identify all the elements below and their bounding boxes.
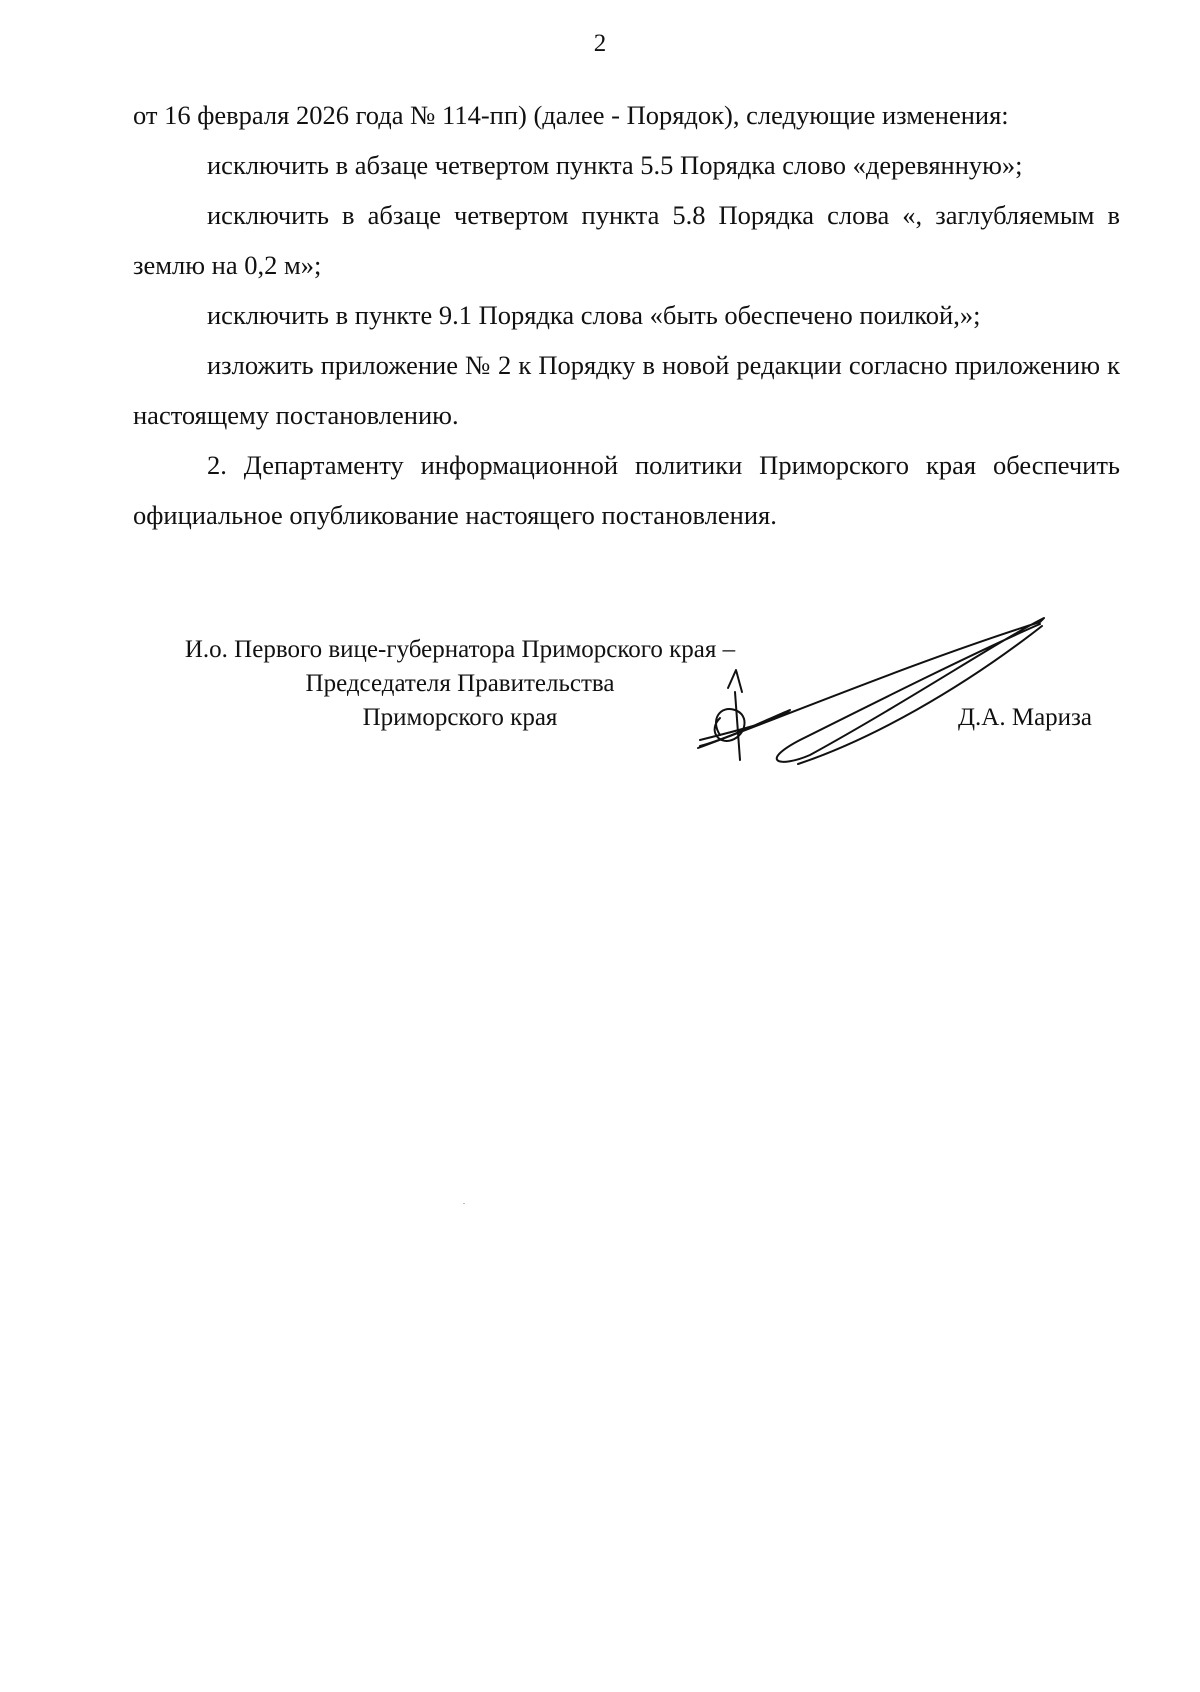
handwritten-signature-icon	[680, 600, 1060, 770]
paragraph-publication: 2. Департаменту информационной политики Приморского края обеспечить официальное опубликование настоящего постановления.	[133, 450, 1120, 530]
signer-name: Д.А. Мариза	[958, 704, 1093, 731]
document-body	[133, 90, 1120, 540]
page-number: 2	[593, 30, 607, 57]
paragraph-amendment-appendix: изложить приложение № 2 к Порядку в новой редакции согласно приложению к настоящему постановлению.	[133, 350, 1120, 430]
signer-position-line: Председателя Правительства	[305, 670, 615, 697]
scan-artifact	[463, 1203, 465, 1204]
paragraph-amendment-9-1: исключить в пункте 9.1 Порядка слова «быть обеспечено поилкой,»;	[207, 300, 981, 330]
signer-position-line: Приморского края	[362, 704, 558, 731]
paragraph-continuation: от 16 февраля 2026 года № 114-пп) (далее - Порядок), следующие изменения:	[133, 100, 1009, 130]
paragraph-amendment-5-5: исключить в абзаце четвертом пункта 5.5 Порядка слово «деревянную»;	[207, 150, 1023, 180]
signer-position-line: И.о. Первого вице-губернатора Приморского края –	[184, 636, 736, 663]
paragraph-amendment-5-8: исключить в абзаце четвертом пункта 5.8 Порядка слова «, заглубляемым в землю на 0,2 м»;	[133, 200, 1120, 280]
